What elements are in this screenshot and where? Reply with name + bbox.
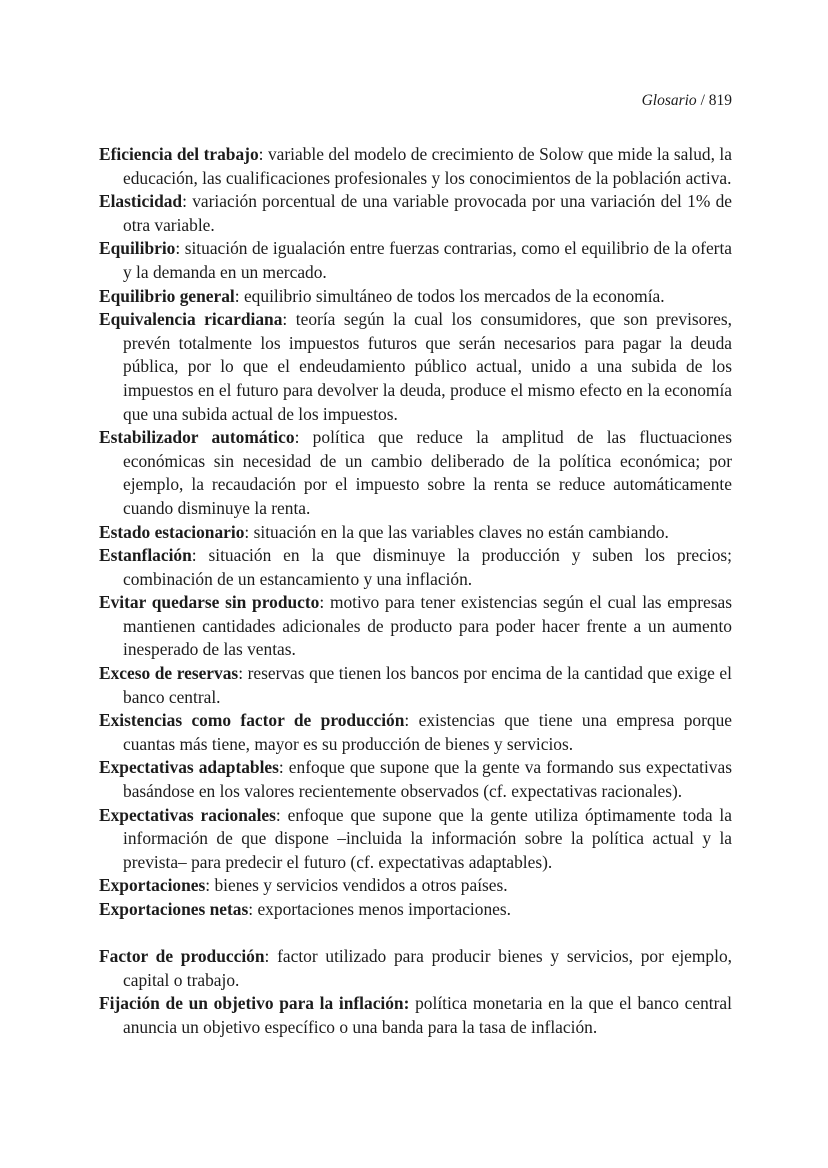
glossary-definition: bienes y servicios vendidos a otros países. (214, 875, 508, 896)
term-separator: : (282, 309, 296, 330)
glossary-definition: variable del modelo de crecimiento de Solow que mide la salud, la educación, las cualificaciones profesionales y los conocimientos de la población activa. (123, 144, 732, 188)
glossary-definition: equilibrio simultáneo de todos los mercados de la economía. (243, 285, 665, 306)
header-separator: / (696, 92, 709, 109)
glossary-definition: situación de igualación entre fuerzas contrarias, como el equilibrio de la oferta y la demanda en un mercado. (123, 238, 733, 282)
glossary-entry (99, 898, 732, 922)
term-separator: : (248, 899, 258, 919)
section-gap (99, 922, 732, 946)
glossary-entry (99, 521, 732, 545)
glossary-entry (99, 143, 732, 190)
glossary-entry (99, 662, 732, 709)
glossary-entry (99, 285, 732, 309)
glossary-entry (99, 709, 732, 756)
glossary-entry (99, 874, 732, 898)
glossary-term: Eficiencia del trabajo (99, 144, 259, 164)
glossary-entry (99, 237, 732, 284)
glossary-term: Exceso de reservas (99, 663, 239, 684)
glossary-term: Equivalencia ricardiana (99, 309, 283, 330)
glossary-definition: existencias que tiene una empresa porque cuantas más tiene, mayor es su producción de bienes y servicios. (123, 710, 732, 754)
term-separator: : (319, 592, 330, 613)
glossary-content (99, 143, 732, 1040)
term-separator: : (234, 285, 244, 306)
glossary-term: Equilibrio general (99, 285, 235, 306)
glossary-term: Estanflación (99, 545, 192, 566)
glossary-definition: reservas que tienen los bancos por encima de la cantidad que exige el banco central. (123, 663, 732, 707)
term-separator: : (175, 238, 185, 259)
term-separator: : (404, 710, 419, 731)
glossary-term: Fijación de un objetivo para la inflación: (99, 993, 410, 1014)
term-separator: : (205, 875, 215, 896)
glossary-term: Estabilizador automático (99, 427, 295, 448)
glossary-entry (99, 804, 732, 875)
page-number: 819 (708, 92, 732, 109)
term-separator: : (294, 427, 313, 448)
glossary-definition: política que reduce la amplitud de las fluctuaciones económicas sin necesidad de un cambio deliberado de la política económica; por ejemplo, la recaudación por el impuesto sobre la renta se reduce automáticamente cuando disminuye la renta. (123, 427, 732, 518)
term-separator: : (264, 946, 278, 967)
glossary-entry (99, 190, 732, 237)
term-separator: : (238, 663, 248, 684)
glossary-entry (99, 426, 732, 520)
glossary-definition: exportaciones menos importaciones. (257, 899, 511, 919)
glossary-term: Equilibrio (99, 238, 176, 259)
glossary-definition: teoría según la cual los consumidores, que son previsores, prevén totalmente los impuestos futuros que serán necesarios para pagar la deuda pública, por lo que el endeudamiento público actual, unido a una subida de los impuestos en el futuro para devolver la deuda, produce el mismo efecto en la economía que una subida actual de los impuestos. (123, 309, 732, 424)
glossary-term: Expectativas adaptables (99, 757, 279, 778)
section-title: Glosario (641, 92, 697, 109)
term-separator: : (191, 545, 209, 566)
glossary-term: Evitar quedarse sin producto (99, 592, 320, 613)
glossary-definition: situación en la que las variables claves no están cambiando. (253, 521, 669, 542)
glossary-term: Expectativas racionales (99, 804, 276, 825)
glossary-definition: enfoque que supone que la gente utiliza óptimamente toda la información de que dispone –incluida la información sobre la política actual y la prevista– para predecir el futuro (cf. expectativas adaptables). (123, 804, 732, 872)
glossary-entry (99, 591, 732, 662)
glossary-term: Exportaciones (99, 875, 206, 896)
running-header (642, 92, 732, 110)
glossary-definition: enfoque que supone que la gente va formando sus expectativas basándose en los valores recientemente observados (cf. expectativas racionales). (123, 757, 732, 802)
glossary-term: Existencias como factor de producción (99, 710, 405, 731)
term-separator: : (275, 804, 288, 825)
term-separator: : (258, 144, 268, 164)
glossary-definition: política monetaria en la que el banco central anuncia un objetivo específico o una banda para la tasa de inflación. (123, 993, 732, 1037)
glossary-entry (99, 544, 732, 591)
term-separator: : (278, 757, 289, 778)
glossary-definition: motivo para tener existencias según el cual las empresas mantienen cantidades adicionales de producto para poder hacer frente a un aumento inesperado de las ventas. (123, 592, 732, 660)
term-separator: : (182, 191, 193, 212)
glossary-term: Factor de producción (99, 946, 265, 967)
glossary-entry (99, 945, 732, 992)
glossary-term: Estado estacionario (99, 521, 245, 542)
glossary-definition: factor utilizado para producir bienes y servicios, por ejemplo, capital o trabajo. (123, 946, 732, 990)
glossary-entry (99, 992, 732, 1039)
glossary-entry (99, 308, 732, 426)
glossary-term: Elasticidad (99, 191, 183, 212)
glossary-definition: variación porcentual de una variable provocada por una variación del 1% de otra variable. (123, 191, 732, 235)
glossary-definition: situación en la que disminuye la producción y suben los precios; combinación de un estancamiento y una inflación. (123, 545, 732, 589)
term-separator: : (244, 521, 254, 542)
glossary-term: Exportaciones netas (99, 899, 249, 919)
glossary-entry (99, 756, 732, 803)
